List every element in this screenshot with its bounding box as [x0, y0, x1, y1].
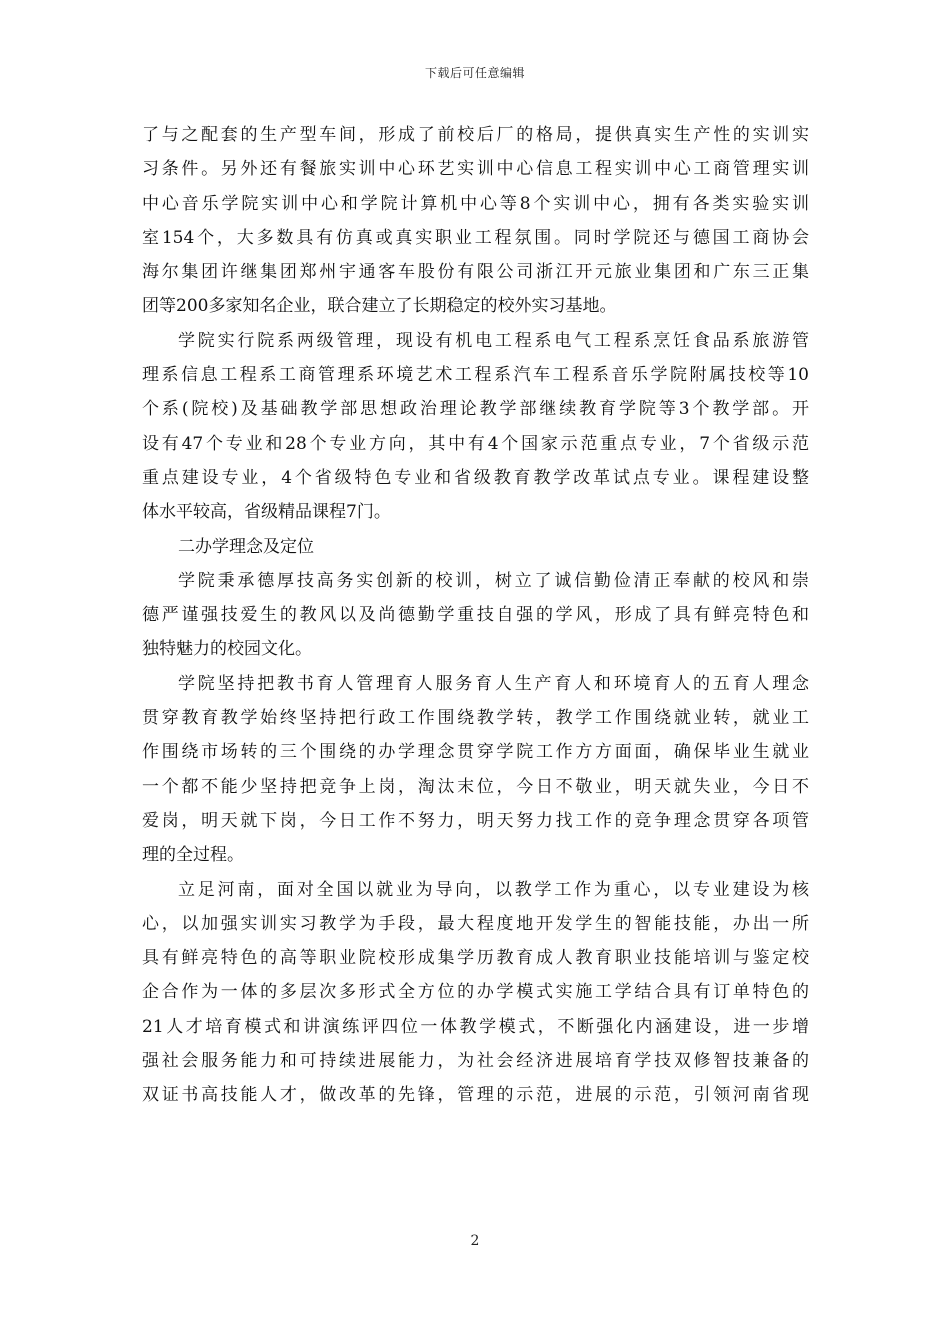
text-line: 立足河南，面对全国以就业为导向，以教学工作为重心，以专业建设为核 [178, 879, 809, 900]
text-line: 个系(院校)及基础教学部思想政治理论教学部继续教育学院等3个教学部。开 [142, 399, 809, 420]
text-line: 作围绕市场转的三个围绕的办学理念贯穿学院工作方方面面，确保毕业生就业 [142, 742, 809, 763]
text-line: 重点建设专业，4个省级特色专业和省级教育教学改革试点专业。课程建设整 [142, 467, 809, 488]
section-heading [142, 530, 809, 564]
text-line: 学院实行院系两级管理，现设有机电工程系电气工程系烹饪食品系旅游管 [178, 330, 809, 351]
text-line: 具有鲜亮特色的高等职业院校形成集学历教育成人教育职业技能培训与鉴定校 [142, 948, 809, 969]
text-line: 企合作为一体的多层次多形式全方位的办学模式实施工学结合具有订单特色的 [142, 982, 809, 1003]
paragraph-departments [142, 324, 809, 530]
document-body [142, 118, 809, 1113]
text-line: 学院坚持把教书育人管理育人服务育人生产育人和环境育人的五育人理念 [178, 673, 809, 694]
text-line: 理系信息工程系工商管理系环境艺术工程系汽车工程系音乐学院附属技校等10 [142, 365, 809, 386]
text-line: 心，以加强实训实习教学为手段，最大程度地开发学生的智能技能，办出一所 [142, 913, 809, 934]
text-line: 习条件。另外还有餐旅实训中心环艺实训中心信息工程实训中心工商管理实训 [142, 159, 809, 180]
text-line: 一个都不能少坚持把竞争上岗，淘汰末位，今日不敬业，明天就失业，今日不 [142, 776, 809, 797]
text-line: 室154个，大多数具有仿真或真实职业工程氛围。同时学院还与德国工商协会 [142, 227, 809, 248]
text-line: 双证书高技能人才，做改革的先锋，管理的示范，进展的示范，引领河南省现 [142, 1085, 809, 1106]
page-header: 下载后可任意编辑 [424, 66, 525, 80]
paragraph-facilities [142, 118, 809, 324]
text-line: 贯穿教育教学始终坚持把行政工作围绕教学转，教学工作围绕就业转，就业工 [142, 708, 809, 729]
text-line: 独特魅力的校园文化。 [142, 639, 312, 660]
text-line: 学院秉承德厚技高务实创新的校训，树立了诚信勤俭清正奉献的校风和崇 [178, 570, 809, 591]
text-line: 体水平较高，省级精品课程7门。 [142, 502, 391, 523]
text-line: 德严谨强技爱生的教风以及尚德勤学重技自强的学风，形成了具有鲜亮特色和 [142, 605, 809, 626]
text-line: 21人才培育模式和讲演练评四位一体教学模式，不断强化内涵建设，进一步增 [142, 1016, 809, 1037]
text-line: 团等200多家知名企业，联合建立了长期稳定的校外实习基地。 [142, 296, 617, 317]
paragraph-positioning [142, 873, 809, 1113]
text-line: 中心音乐学院实训中心和学院计算机中心等8个实训中心，拥有各类实验实训 [142, 193, 809, 214]
text-line: 爱岗，明天就下岗，今日工作不努力，明天努力找工作的竞争理念贯穿各项管 [142, 810, 809, 831]
text-line: 理的全过程。 [142, 845, 244, 866]
text-line: 了与之配套的生产型车间，形成了前校后厂的格局，提供真实生产性的实训实 [142, 125, 809, 145]
section-heading-text: 二办学理念及定位 [178, 536, 314, 557]
paragraph-motto [142, 564, 809, 667]
text-line: 设有47个专业和28个专业方向，其中有4个国家示范重点专业，7个省级示范 [142, 433, 809, 454]
text-line: 强社会服务能力和可持续进展能力，为社会经济进展培育学技双修智技兼备的 [142, 1051, 809, 1072]
page-number: 2 [470, 1233, 480, 1249]
paragraph-philosophy [142, 667, 809, 873]
text-line: 海尔集团许继集团郑州宇通客车股份有限公司浙江开元旅业集团和广东三正集 [142, 262, 809, 283]
